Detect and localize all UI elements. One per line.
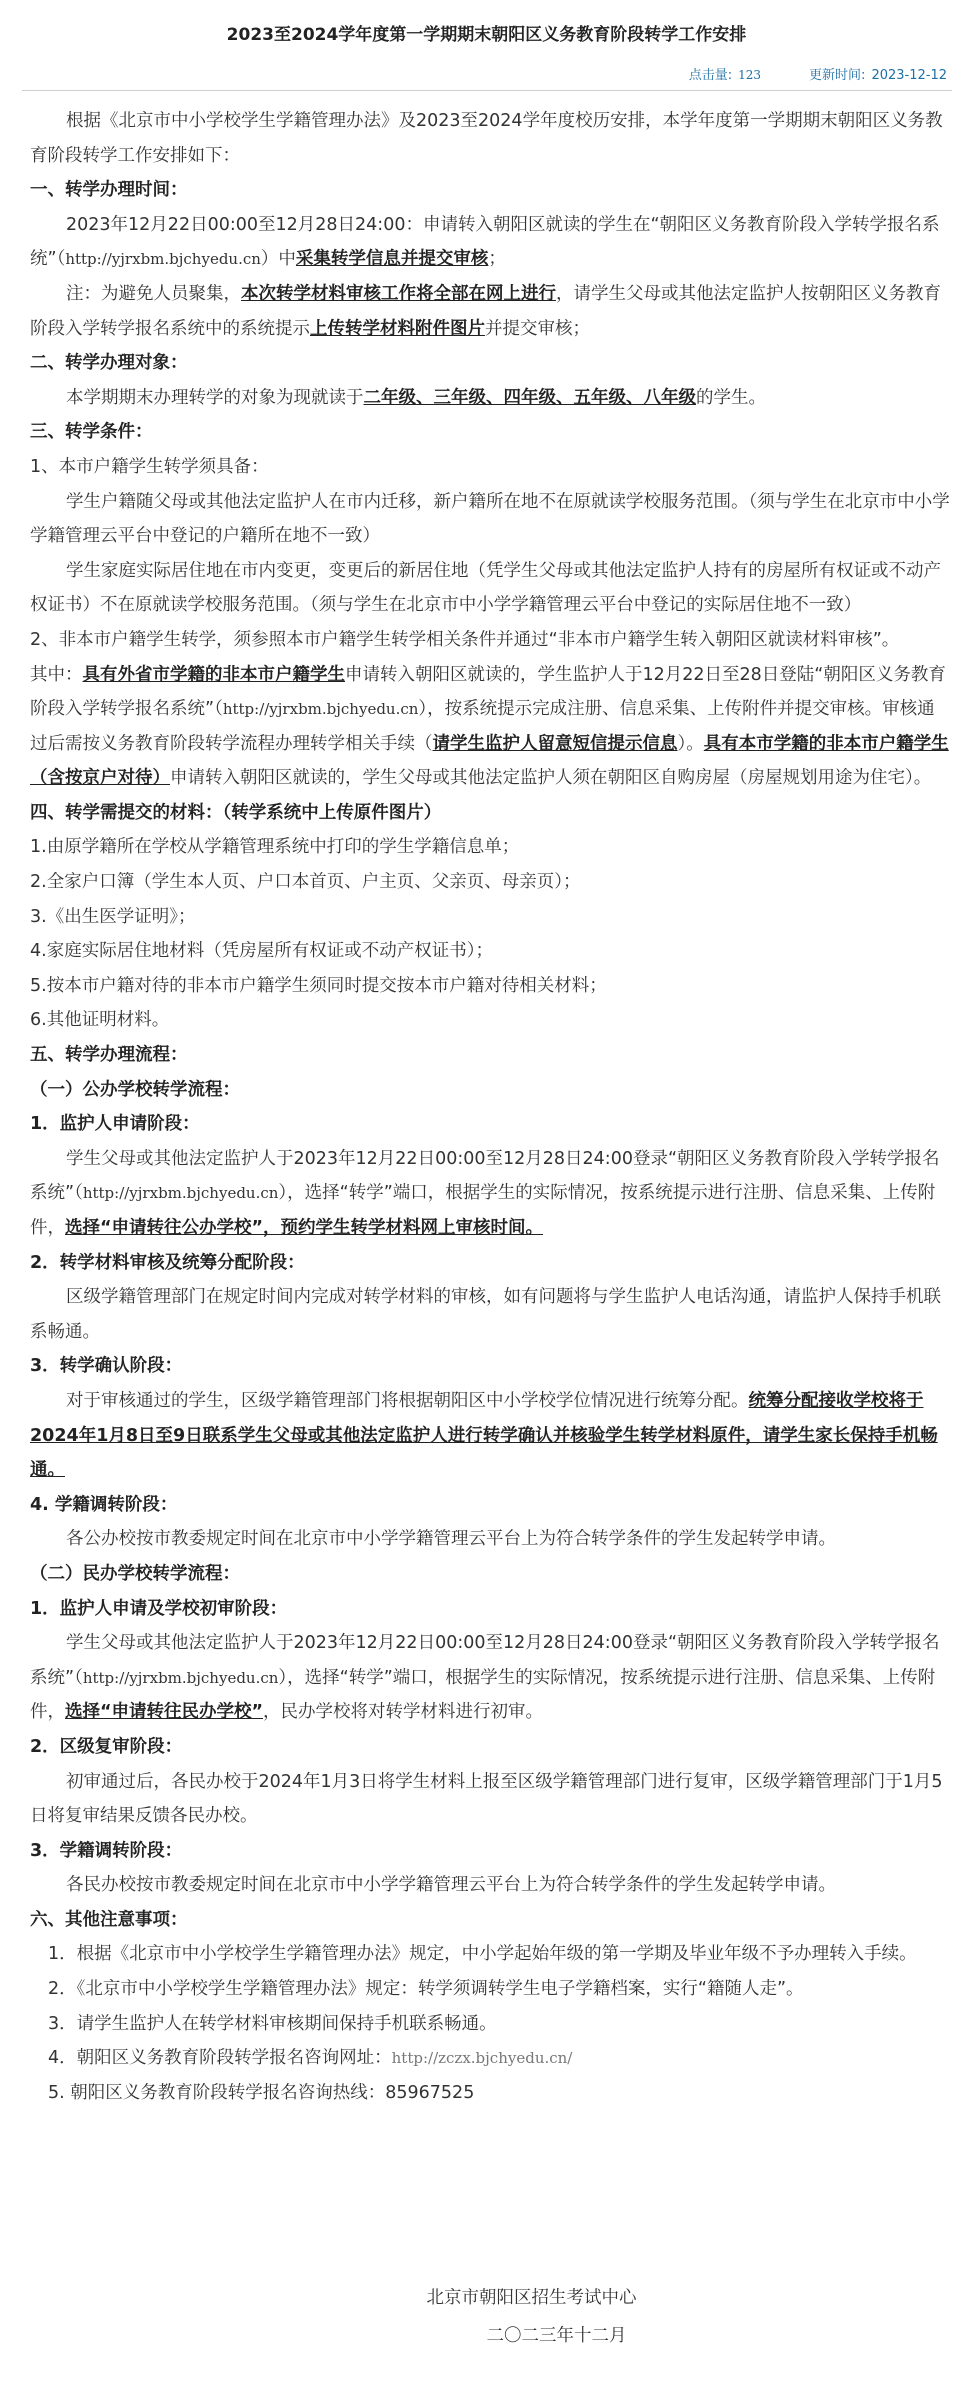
article-meta bbox=[683, 64, 947, 83]
text: ，请学生父母或其他法定监护人按朝阳区义务教育阶段入学转学报名系统中的系统提示 bbox=[30, 283, 941, 339]
list-item: 3.《出生医学证明》； bbox=[30, 906, 196, 927]
text: 4．朝阳区义务教育阶段转学报名咨询网址： bbox=[48, 2048, 392, 2069]
paragraph bbox=[30, 658, 950, 796]
list-item: 1.由原学籍所在学校从学籍管理系统中打印的学生学籍信息单； bbox=[30, 837, 520, 858]
article-body bbox=[30, 104, 950, 2110]
url-text: http://yjrxbm.bjchyedu.cn bbox=[222, 700, 419, 719]
section-heading: 三、转学条件： bbox=[30, 422, 153, 443]
step-heading: 4. 学籍调转阶段： bbox=[30, 1494, 178, 1515]
text: 申请转入朝阳区就读的，学生父母或其他法定监护人须在朝阳区自购房屋（房屋规划用途为住宅）。 bbox=[170, 768, 932, 789]
paragraph: 区级学籍管理部门在规定时间内完成对转学材料的审核，如有问题将与学生监护人电话沟通，请监护人保持手机联系畅通。 bbox=[30, 1287, 941, 1342]
paragraph bbox=[30, 1384, 950, 1488]
text: 注：为避免人员聚集， bbox=[66, 283, 241, 304]
note-item: 3．请学生监护人在转学材料审核期间保持手机联系畅通。 bbox=[48, 2013, 497, 2034]
paragraph: 2、非本市户籍学生转学，须参照本市户籍学生转学相关条件并通过“非本市户籍学生转入朝阳区就读材料审核”。 bbox=[30, 629, 900, 650]
paragraph bbox=[30, 208, 950, 277]
url-text: http://yjrxbm.bjchyedu.cn bbox=[82, 1184, 279, 1203]
emphasis: 统筹分配接收学校将于2024年1月8日至9日联系学生父母或其他法定监护人进行转学确认并核验学生转学材料原件，请学生家长保持手机畅通。 bbox=[30, 1390, 938, 1481]
note-item: 2．《北京市中小学校学生学籍管理办法》规定：转学须调转学生电子学籍档案，实行“籍随人走”。 bbox=[48, 1979, 804, 2000]
list-item: 6.其他证明材料。 bbox=[30, 1010, 170, 1031]
updated-date: 2023-12-12 bbox=[871, 68, 947, 83]
emphasis: 上传转学材料附件图片 bbox=[310, 318, 485, 339]
text: ）。 bbox=[677, 733, 704, 754]
section-heading: 二、转学办理对象： bbox=[30, 353, 188, 374]
text: ）中 bbox=[260, 249, 296, 270]
paragraph bbox=[30, 1142, 950, 1246]
text: 申请转入朝阳区就读的，学生监护人于12月22日至28日登陆“朝阳区义务教育阶段入学转学报名系统”（ bbox=[30, 664, 946, 720]
text: ），按系统提示完成注册、信息采集、上传附件并提交审核。审核通过后需按义务教育阶段转学流程办理转学相关手续（ bbox=[30, 699, 935, 754]
signature-date: 二〇二三年十二月 bbox=[486, 2326, 627, 2346]
note-item: 5. 朝阳区义务教育阶段转学报名咨询热线：85967525 bbox=[48, 2082, 475, 2103]
note-item bbox=[30, 2041, 950, 2076]
page-title: 2023至2024学年度第一学期期末朝阳区义务教育阶段转学工作安排 bbox=[226, 25, 747, 45]
paragraph: 初审通过后，各民办校于2024年1月3日将学生材料上报至区级学籍管理部门进行复审，区级学籍管理部门于1月5日将复审结果反馈各民办校。 bbox=[30, 1771, 943, 1827]
emphasis: 采集转学信息并提交审核 bbox=[295, 249, 489, 270]
text: 2023年12月22日00:00至12月28日24:00：申请转入朝阳区就读的学生在“朝阳区义务教育阶段入学转学报名系统”（ bbox=[30, 214, 940, 270]
emphasis: 请学生监护人留意短信提示信息 bbox=[432, 733, 678, 754]
emphasis: 本次转学材料审核工作将全部在网上进行 bbox=[241, 283, 556, 304]
step-heading: 3．学籍调转阶段： bbox=[30, 1840, 183, 1861]
sub-heading: （二）民办学校转学流程： bbox=[30, 1563, 240, 1584]
note-item: 1．根据《北京市中小学校学生学籍管理办法》规定，中小学起始年级的第一学期及毕业年级不予办理转入手续。 bbox=[48, 1944, 917, 1965]
text: ，民办学校将对转学材料进行初审。 bbox=[263, 1702, 544, 1723]
url-text: http://yjrxbm.bjchyedu.cn bbox=[82, 1668, 279, 1687]
text: 并提交审核； bbox=[485, 318, 590, 339]
step-heading: 1．监护人申请阶段： bbox=[30, 1114, 200, 1135]
paragraph bbox=[30, 1626, 950, 1730]
sub-heading: （一）公办学校转学流程： bbox=[30, 1079, 240, 1100]
url-text: http://yjrxbm.bjchyedu.cn bbox=[65, 250, 261, 269]
text: 其中： bbox=[30, 664, 83, 685]
text: 的学生。 bbox=[696, 387, 766, 408]
sub-heading: 1、本市户籍学生转学须具备： bbox=[30, 456, 269, 477]
paragraph: 各民办校按市教委规定时间在北京市中小学学籍管理云平台上为符合转学条件的学生发起转学申请。 bbox=[66, 1875, 836, 1896]
emphasis: 二年级、三年级、四年级、五年级、八年级 bbox=[363, 387, 696, 408]
step-heading: 2．区级复审阶段： bbox=[30, 1736, 183, 1757]
section-heading: 四、转学需提交的材料：（转学系统中上传原件图片） bbox=[30, 802, 442, 823]
text: 学生父母或其他法定监护人于2023年12月22日00:00至12月28日24:00登录“朝阳区义务教育阶段入学转学报名系统”（ bbox=[30, 1148, 940, 1204]
text: 对于审核通过的学生，区级学籍管理部门将根据朝阳区中小学校学位情况进行统筹分配。 bbox=[66, 1390, 749, 1411]
divider bbox=[22, 90, 952, 91]
paragraph bbox=[30, 277, 950, 346]
emphasis: 选择“申请转往公办学校”，预约学生转学材料网上审核时间。 bbox=[65, 1218, 544, 1238]
emphasis: 具有外省市学籍的非本市户籍学生 bbox=[82, 664, 345, 685]
text: ； bbox=[488, 249, 506, 270]
text: 本学期期末办理转学的对象为现就读于 bbox=[66, 387, 364, 408]
step-heading: 2．转学材料审核及统筹分配阶段： bbox=[30, 1252, 305, 1273]
text: 学生父母或其他法定监护人于2023年12月22日00:00至12月28日24:00登录“朝阳区义务教育阶段入学转学报名系统”（ bbox=[30, 1633, 940, 1688]
list-item: 5.按本市户籍对待的非本市户籍学生须同时提交按本市户籍对待相关材料； bbox=[30, 975, 607, 996]
views-count: 123 bbox=[738, 68, 762, 82]
consult-url-link[interactable]: http://zczx.bjchyedu.cn/ bbox=[391, 2049, 573, 2068]
step-heading: 3．转学确认阶段： bbox=[30, 1356, 183, 1377]
signature-org: 北京市朝阳区招生考试中心 bbox=[426, 2288, 637, 2308]
list-item: 2.全家户口簿（学生本人页、户口本首页、户主页、父亲页、母亲页）； bbox=[30, 872, 581, 893]
section-heading: 一、转学办理时间： bbox=[30, 180, 188, 201]
paragraph bbox=[30, 381, 950, 416]
section-heading: 五、转学办理流程： bbox=[30, 1045, 188, 1066]
list-item: 4.家庭实际居住地材料（凭房屋所有权证或不动产权证书）； bbox=[30, 941, 493, 962]
emphasis: 选择“申请转往民办学校” bbox=[65, 1702, 264, 1723]
section-heading: 六、其他注意事项： bbox=[30, 1909, 188, 1930]
paragraph: 学生家庭实际居住地在市内变更，变更后的新居住地（凭学生父母或其他法定监护人持有的房屋所有权证或不动产权证书）不在原就读学校服务范围。（须与学生在北京市中小学学籍管理云平台中登记的实际居住地不一致） bbox=[30, 560, 941, 616]
text: ），选择“转学”端口，根据学生的实际情况，按系统提示进行注册、信息采集、上传附件， bbox=[30, 1183, 936, 1238]
emphasis: 具有本市学籍的非本市户籍学生（含按京户对待） bbox=[30, 733, 949, 789]
step-heading: 1．监护人申请及学校初审阶段： bbox=[30, 1598, 288, 1619]
text: ），选择“转学”端口，根据学生的实际情况，按系统提示进行注册、信息采集、上传附件， bbox=[30, 1667, 936, 1723]
paragraph: 学生户籍随父母或其他法定监护人在市内迁移，新户籍所在地不在原就读学校服务范围。（须与学生在北京市中小学学籍管理云平台中登记的户籍所在地不一致） bbox=[30, 491, 950, 547]
views-label: 点击量: bbox=[688, 68, 733, 83]
paragraph: 各公办校按市教委规定时间在北京市中小学学籍管理云平台上为符合转学条件的学生发起转学申请。 bbox=[66, 1529, 836, 1550]
updated-label: 更新时间: bbox=[809, 68, 866, 83]
intro-paragraph: 根据《北京市中小学校学生学籍管理办法》及2023至2024学年度校历安排，本学年度第一学期期末朝阳区义务教育阶段转学工作安排如下： bbox=[30, 111, 943, 166]
